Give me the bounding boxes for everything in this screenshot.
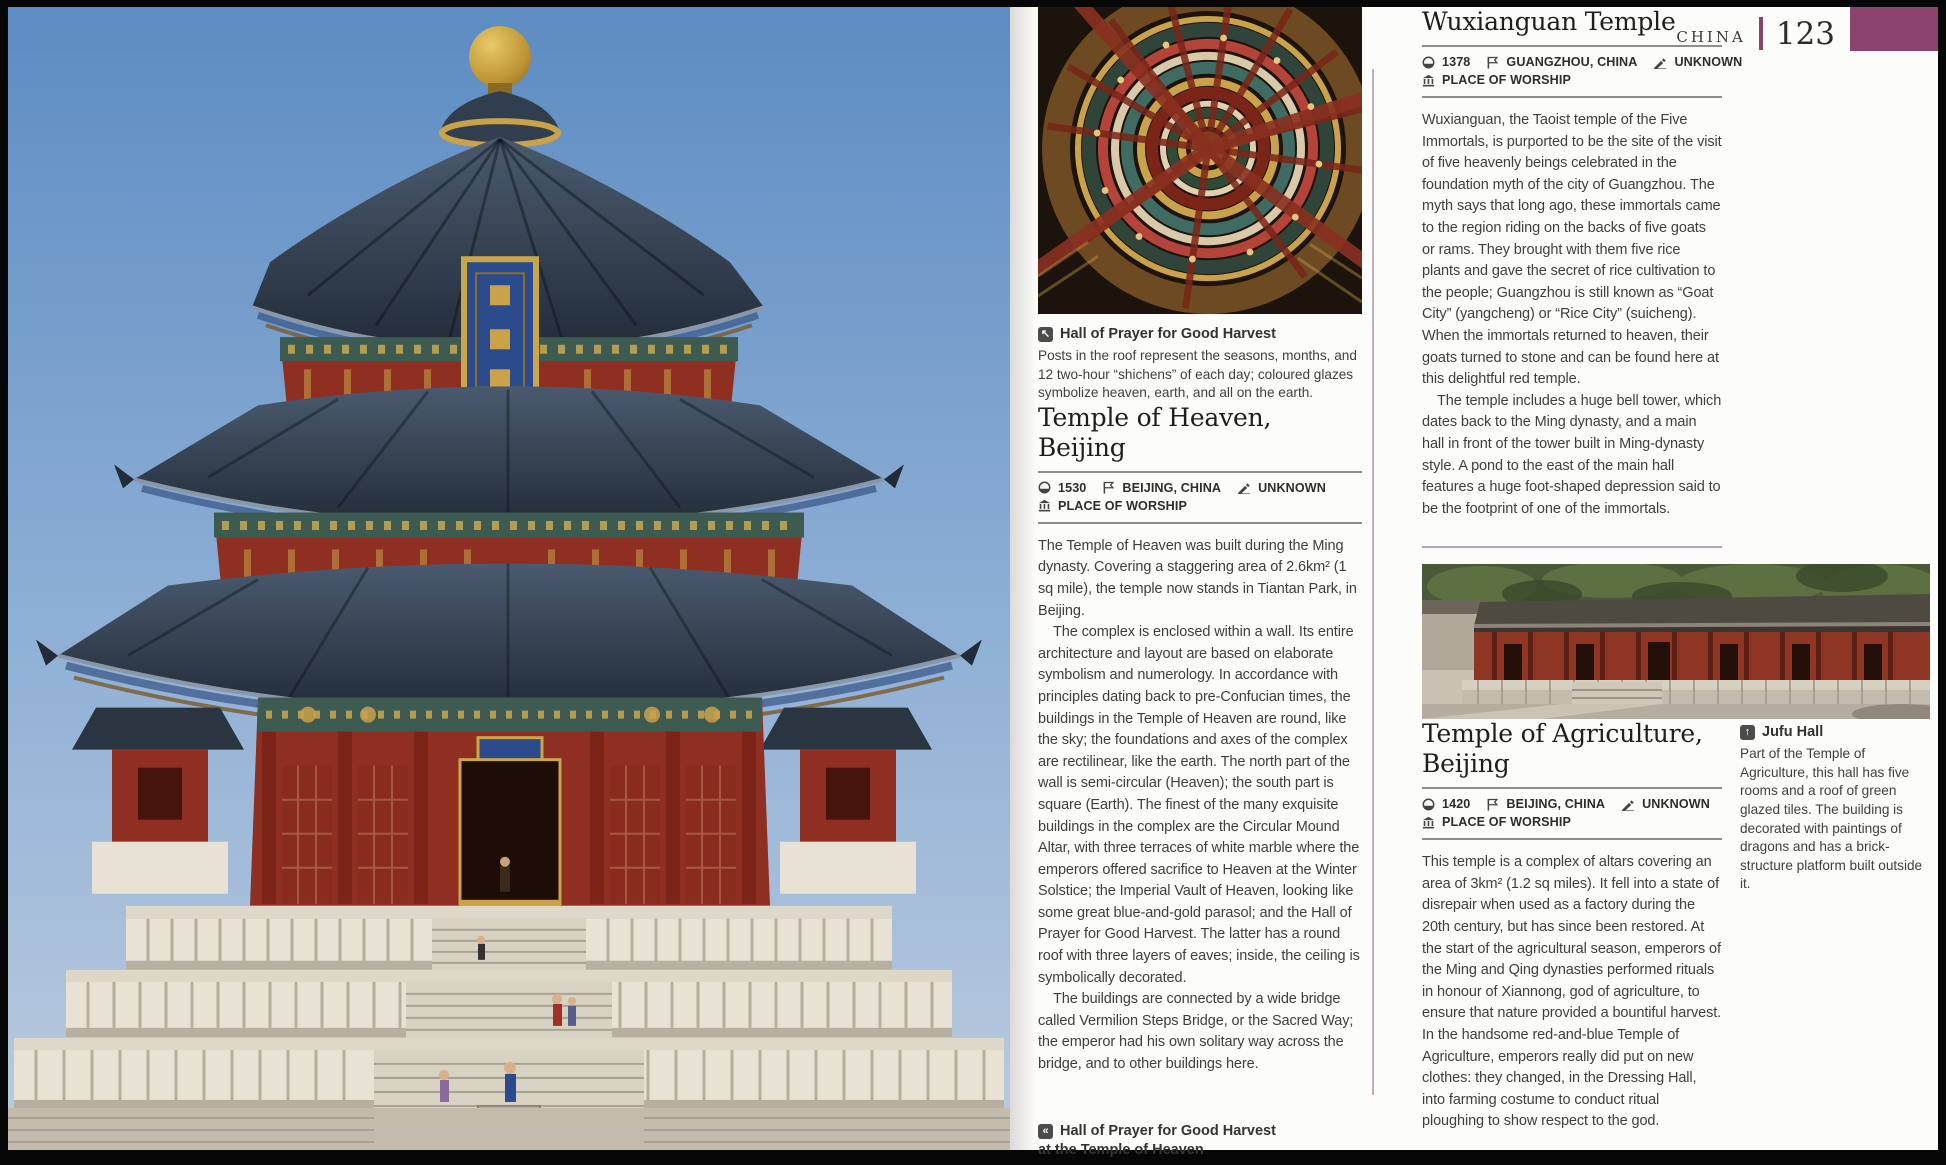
ceiling-caption-title-row <box>1038 325 1362 344</box>
meta-location: GUANGZHOU, CHINA <box>1506 55 1638 69</box>
article-body <box>1422 852 1722 1133</box>
temple-of-agriculture-photo <box>1422 564 1930 719</box>
meta-architect: UNKNOWN <box>1258 480 1326 495</box>
article-body <box>1422 110 1722 520</box>
column-middle <box>1038 7 1362 1161</box>
article-title: Temple of Heaven, Beijing <box>1038 402 1272 462</box>
article-body <box>1038 536 1362 1076</box>
caption-arrow-left-icon: « <box>1038 1124 1053 1139</box>
building-type-icon <box>1422 74 1435 87</box>
article-title: Wuxianguan Temple <box>1422 7 1676 36</box>
meta-building-type: PLACE OF WORSHIP <box>1442 815 1571 830</box>
date-icon <box>1422 798 1435 811</box>
meta-year: 1378 <box>1442 55 1471 69</box>
meta-location: BEIJING, CHINA <box>1122 480 1222 495</box>
location-flag-icon <box>1486 798 1499 811</box>
agriculture-row <box>1422 719 1930 1133</box>
caption-arrow-up-icon: ↑ <box>1740 725 1755 740</box>
building-type-icon <box>1422 816 1435 829</box>
article-title: Temple of Agriculture, Beijing <box>1422 719 1703 779</box>
date-icon <box>1422 56 1435 69</box>
left-photo-caption <box>1038 1122 1362 1161</box>
paragraph: The temple includes a huge bell tower, which dates back to the Ming dynasty, and a main hall in front of the tower built in Ming-dynasty style. A pond to the east of the main hall features a huge foot-shaped depression said to be the footprint of one of the immortals. <box>1422 392 1722 517</box>
meta-year: 1420 <box>1442 797 1471 812</box>
meta-architect: UNKNOWN <box>1674 55 1743 69</box>
column-divider <box>1372 69 1374 1095</box>
section-label: CHINA <box>1676 28 1746 46</box>
location-flag-icon <box>1102 481 1115 494</box>
architect-icon <box>1237 481 1251 494</box>
page-right <box>1010 7 1938 1159</box>
left-photo-caption-line1: Hall of Prayer for Good Harvest <box>1060 1122 1276 1139</box>
paragraph: The buildings are connected by a wide bridge called Vermilion Steps Bridge, or the Sacred Way; the emperor had his own solitary way across the bridge, and to other buildings here. <box>1038 991 1354 1073</box>
meta-building-type: PLACE OF WORSHIP <box>1442 73 1571 87</box>
article-temple-of-heaven <box>1038 403 1362 1076</box>
jufu-hall-caption <box>1740 723 1930 894</box>
meta-building-type: PLACE OF WORSHIP <box>1058 498 1187 513</box>
ceiling-caption <box>1038 325 1362 403</box>
article-temple-of-agriculture <box>1422 719 1722 1133</box>
meta-architect: UNKNOWN <box>1642 797 1710 812</box>
ceiling-illustration <box>1038 7 1362 314</box>
article-wuxianguan <box>1422 7 1743 520</box>
location-flag-icon <box>1486 56 1499 69</box>
column-right <box>1422 7 1930 1133</box>
jufu-caption-text: Part of the Temple of Agriculture, this hall has five rooms and a roof of green glazed tiles. The building is decorated with paintings of dragons and has a brick-structure platform built outside it. <box>1740 746 1923 892</box>
building-type-icon <box>1038 499 1051 512</box>
architect-icon <box>1653 56 1667 69</box>
article-meta <box>1422 787 1722 840</box>
temple-of-heaven-photo <box>8 7 1010 1150</box>
article-meta <box>1038 471 1362 524</box>
agriculture-illustration <box>1422 564 1930 719</box>
paragraph: This temple is a complex of altars covering an area of 3km² (1.2 sq miles). It fell into a state of disrepair when used as a factory during the 20th century, but has since been restored. At the start of the agricultural season, emperors of the Ming and Qing dynasties performed rituals in honour of Xiannong, god of agriculture, to ensure that nature provided a bountiful harvest. In the handsome red-and-blue Temple of Agriculture, emperors really did put on new clothes: they changed, in the Dressing Hall, into farming costume to conduct ritual ploughing to show respect to the god. <box>1422 854 1722 1130</box>
meta-year: 1530 <box>1058 480 1087 495</box>
paragraph: The complex is enclosed within a wall. Its entire architecture and layout are based on elaborate symbolism and numerology. In accordance with principles dating back to pre-Confucian times, the buildings in the Temple of Heaven are round, like the sky; the foundations and axes of the complex are rectilinear, like the earth. The north part of the wall is semi-circular (Heaven); the south part is square (Earth). The finest of the many exquisite buildings in the complex are the Circular Mound Altar, with three terraces of white marble where the emperors offered sacrifice to Heaven at the Winter Solstice; the Imperial Vault of Heaven, looking like some great blue-and-gold parasol; and the Hall of Prayer for Good Harvest. The latter has a round roof with three layers of eaves; inside, the ceiling is symbolically decorated. <box>1038 624 1360 986</box>
temple-of-heaven-illustration <box>8 7 1010 1150</box>
date-icon <box>1038 481 1051 494</box>
paragraph: The Temple of Heaven was built during the Ming dynasty. Covering a staggering area of 2.6km² (1 sq mile), the temple now stands in Tiantan Park, in Beijing. <box>1038 537 1357 619</box>
meta-location: BEIJING, CHINA <box>1506 797 1606 812</box>
paragraph: Wuxianguan, the Taoist temple of the Five Immortals, is purported to be the site of the visit of five heavenly beings celebrated in the foundation myth of the city of Guangzhou. The myth says that long ago, these immortals came to the region riding on the backs of five goats or rams. They brought with them five rice plants and gave the secret of rice cultivation to the people; Guangzhou is still known as “Goat City” (yangcheng) or “Rice City” (suicheng). When the immortals returned to heaven, their goats turned to stone and can be found here at this delightful red temple. <box>1422 112 1722 388</box>
left-photo-caption-line2: at the Temple of Heaven <box>1038 1142 1204 1159</box>
article-meta <box>1422 45 1743 98</box>
caption-arrow-up-left-icon: ↖ <box>1038 327 1053 342</box>
architect-icon <box>1621 798 1635 811</box>
ceiling-caption-title: Hall of Prayer for Good Harvest <box>1060 326 1276 342</box>
ceiling-caption-text: Posts in the roof represent the seasons, months, and 12 two-hour “shichens” of each day; coloured glazes symbolize heaven, earth, and all on the earth. <box>1038 348 1357 401</box>
article-end-rule <box>1422 546 1722 548</box>
jufu-caption-title: Jufu Hall <box>1762 724 1824 741</box>
page-number: 123 <box>1775 16 1835 52</box>
ceiling-photo <box>1038 7 1362 314</box>
